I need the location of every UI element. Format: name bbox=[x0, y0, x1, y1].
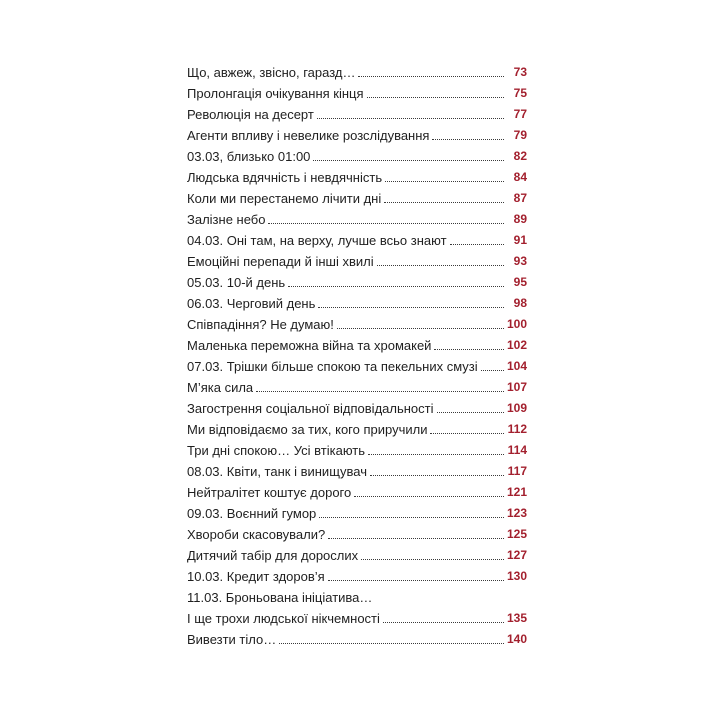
toc-entry bbox=[187, 227, 527, 248]
toc-entry-page-number: 123 bbox=[506, 506, 527, 520]
toc-entry-title: Загострення соціальної відповідальності bbox=[187, 401, 434, 416]
toc-dot-leader bbox=[385, 181, 504, 182]
toc-entry-title: 09.03. Воєнний гумор bbox=[187, 506, 317, 521]
toc-dot-leader bbox=[354, 496, 504, 497]
toc-entry-title: Людська вдячність і невдячність bbox=[187, 170, 383, 185]
toc-entry-title: 08.03. Квіти, танк і винищувач bbox=[187, 464, 368, 479]
toc-entry-page-number: 130 bbox=[506, 569, 527, 583]
toc-entry-page-number: 125 bbox=[506, 527, 527, 541]
toc-entry bbox=[187, 59, 527, 80]
toc-entry bbox=[187, 269, 527, 290]
toc-entry-title: Дитячий табір для дорослих bbox=[187, 548, 359, 563]
toc-dot-leader bbox=[368, 454, 504, 455]
toc-entry-page-number: 75 bbox=[513, 86, 527, 100]
toc-dot-leader bbox=[319, 517, 504, 518]
toc-entry-title: 03.03, близько 01:00 bbox=[187, 149, 311, 164]
toc-entry-page-number: 104 bbox=[506, 359, 527, 373]
toc-dot-leader bbox=[367, 97, 504, 98]
toc-entry bbox=[187, 542, 527, 563]
toc-dot-leader bbox=[256, 391, 504, 392]
toc-entry bbox=[187, 374, 527, 395]
toc-entry bbox=[187, 584, 527, 605]
toc-entry-page-number: 117 bbox=[507, 464, 527, 478]
toc-entry bbox=[187, 479, 527, 500]
toc-entry bbox=[187, 164, 527, 185]
toc-entry bbox=[187, 458, 527, 479]
toc-entry-page-number: 73 bbox=[513, 65, 527, 79]
toc-entry-page-number: 102 bbox=[506, 338, 527, 352]
toc-entry bbox=[187, 500, 527, 521]
toc-entry bbox=[187, 521, 527, 542]
toc-entry bbox=[187, 626, 527, 647]
toc-entry bbox=[187, 122, 527, 143]
toc-entry-page-number: 114 bbox=[507, 443, 527, 457]
toc-entry-title: М’яка сила bbox=[187, 380, 254, 395]
toc-entry-title: 06.03. Черговий день bbox=[187, 296, 316, 311]
toc-entry-title: Що, авжеж, звісно, гаразд… bbox=[187, 65, 356, 80]
toc-dot-leader bbox=[370, 475, 504, 476]
toc-dot-leader bbox=[328, 538, 504, 539]
toc-entry-title: Маленька переможна війна та хромакей bbox=[187, 338, 432, 353]
toc-entry-title: Ми відповідаємо за тих, кого приручили bbox=[187, 422, 428, 437]
toc-entry-page-number: 127 bbox=[506, 548, 527, 562]
toc-entry bbox=[187, 185, 527, 206]
toc-entry bbox=[187, 101, 527, 122]
toc-dot-leader bbox=[450, 244, 504, 245]
toc-dot-leader bbox=[288, 286, 504, 287]
toc-dot-leader bbox=[437, 412, 504, 413]
toc-entry-page-number: 98 bbox=[513, 296, 527, 310]
toc-entry-title: Коли ми перестанемо лічити дні bbox=[187, 191, 382, 206]
toc-entry bbox=[187, 605, 527, 626]
toc-entry-page-number: 95 bbox=[513, 275, 527, 289]
toc-dot-leader bbox=[279, 643, 504, 644]
toc-dot-leader bbox=[268, 223, 504, 224]
toc-entry-title: 11.03. Броньована ініціатива… bbox=[187, 590, 373, 605]
toc-entry-page-number: 79 bbox=[513, 128, 527, 142]
toc-dot-leader bbox=[377, 265, 504, 266]
toc-entry-title: Три дні спокою… Усі втікають bbox=[187, 443, 366, 458]
toc-entry-page-number: 84 bbox=[513, 170, 527, 184]
toc-entry-title: 07.03. Трішки більше спокою та пекельних смузі bbox=[187, 359, 478, 374]
toc-entry-title: 10.03. Кредит здоров’я bbox=[187, 569, 325, 584]
toc-entry bbox=[187, 248, 527, 269]
toc-entry-page-number: 107 bbox=[506, 380, 527, 394]
toc-dot-leader bbox=[317, 118, 504, 119]
toc-entry bbox=[187, 143, 527, 164]
toc-dot-leader bbox=[481, 370, 504, 371]
toc-entry-page-number: 109 bbox=[506, 401, 527, 415]
toc-dot-leader bbox=[432, 139, 504, 140]
toc-entry-title: 05.03. 10-й день bbox=[187, 275, 286, 290]
toc-entry-title: Емоційні перепади й інші хвилі bbox=[187, 254, 374, 269]
toc-entry-page-number: 140 bbox=[506, 632, 527, 646]
toc-entry-title: Революція на десерт bbox=[187, 107, 314, 122]
toc-dot-leader bbox=[361, 559, 504, 560]
toc-dot-leader bbox=[434, 349, 504, 350]
toc-entry bbox=[187, 395, 527, 416]
toc-entry-title: Нейтралітет коштує дорого bbox=[187, 485, 352, 500]
toc-entry-title: Вивезти тіло… bbox=[187, 632, 277, 647]
toc-entry bbox=[187, 290, 527, 311]
toc-entry-page-number: 100 bbox=[506, 317, 527, 331]
toc-entry-title: Залізне небо bbox=[187, 212, 266, 227]
toc-entry-title: Агенти впливу і невелике розслідування bbox=[187, 128, 430, 143]
toc-entry bbox=[187, 332, 527, 353]
toc-dot-leader bbox=[384, 202, 504, 203]
toc-entry bbox=[187, 437, 527, 458]
toc-entry-page-number: 82 bbox=[513, 149, 527, 163]
toc-dot-leader bbox=[337, 328, 504, 329]
toc-entry bbox=[187, 311, 527, 332]
toc-entry-page-number: 77 bbox=[513, 107, 527, 121]
toc-entry-page-number: 89 bbox=[513, 212, 527, 226]
toc-dot-leader bbox=[430, 433, 504, 434]
table-of-contents bbox=[187, 59, 527, 647]
toc-entry-page-number: 135 bbox=[506, 611, 527, 625]
toc-dot-leader bbox=[328, 580, 504, 581]
toc-dot-leader bbox=[313, 160, 504, 161]
toc-entry bbox=[187, 353, 527, 374]
toc-dot-leader bbox=[383, 622, 504, 623]
toc-dot-leader bbox=[318, 307, 504, 308]
toc-entry-title: 04.03. Оні там, на верху, лучше всьо знают bbox=[187, 233, 447, 248]
toc-entry-page-number: 93 bbox=[513, 254, 527, 268]
toc-entry bbox=[187, 206, 527, 227]
toc-entry-title: Хвороби скасовували? bbox=[187, 527, 326, 542]
toc-entry bbox=[187, 563, 527, 584]
toc-entry-page-number: 121 bbox=[506, 485, 527, 499]
toc-entry-page-number: 112 bbox=[507, 422, 527, 436]
toc-entry-title: І ще трохи людської нікчемності bbox=[187, 611, 380, 626]
toc-dot-leader bbox=[358, 76, 504, 77]
toc-entry-page-number: 87 bbox=[513, 191, 527, 205]
toc-entry-page-number: 91 bbox=[513, 233, 527, 247]
toc-entry-title: Пролонгація очікування кінця bbox=[187, 86, 364, 101]
toc-entry bbox=[187, 80, 527, 101]
toc-entry-title: Співпадіння? Не думаю! bbox=[187, 317, 334, 332]
toc-entry bbox=[187, 416, 527, 437]
